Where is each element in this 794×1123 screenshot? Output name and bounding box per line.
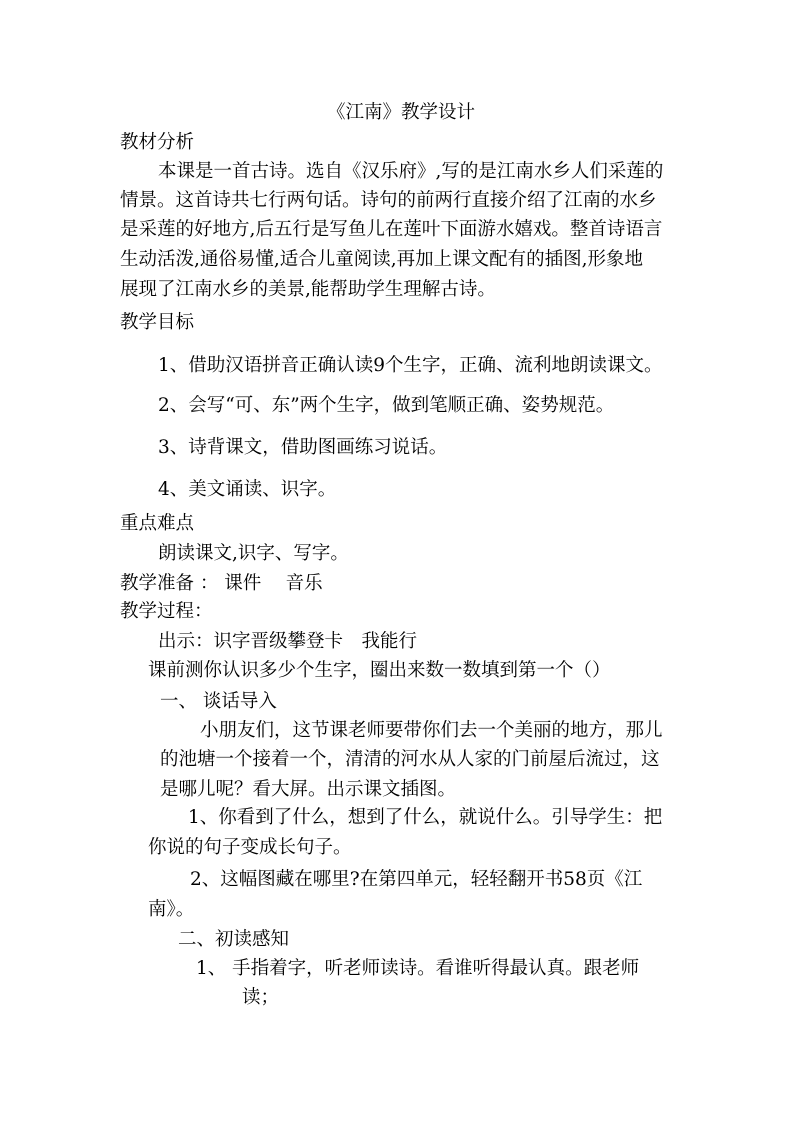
process-pretest-line: 课前测你认识多少个生字，圈出来数一数填到第一个（）: [148, 660, 611, 681]
paragraph-line: 小朋友们，这节课老师要带你们去一个美丽的地方，那儿: [200, 720, 663, 741]
paragraph-line: 是采莲的好地方,后五行是写鱼儿在莲叶下面游水嬉戏。整首诗语言: [120, 219, 663, 240]
section-heading-analysis: 教材分析: [120, 132, 195, 153]
paragraph-line: 的池塘一个接着一个，清清的河水从人家的门前屋后流过，这: [160, 749, 660, 770]
preparation-line: 教学准备 ： 课件 音乐: [120, 573, 323, 594]
paragraph-line: 你说的句子变成长句子。: [148, 837, 352, 858]
paragraph-line: 读；: [242, 987, 280, 1008]
goal-item: 1、借助汉语拼音正确认读9个生字，正确、流利地朗读课文。: [158, 355, 663, 376]
goal-item: 3、诗背课文，借助图画练习说话。: [158, 437, 448, 458]
paragraph-line: 情景。这首诗共七行两句话。诗句的前两行直接介绍了江南的水乡: [120, 190, 657, 211]
paragraph-line: 生动活泼,通俗易懂,适合儿童阅读,再加上课文配有的插图,形象地: [120, 249, 644, 270]
paragraph-line: 2、这幅图藏在哪里?在第四单元，轻轻翻开书58页《江: [190, 869, 643, 890]
paragraph-line: 1、 手指着字，听老师读诗。看谁听得最认真。跟老师: [196, 958, 640, 979]
section-heading-goals: 教学目标: [120, 312, 195, 333]
paragraph-line: 1、你看到了什么，想到了什么，就说什么。引导学生：把: [188, 807, 663, 828]
paragraph-line: 本课是一首古诗。选自《汉乐府》,写的是江南水乡人们采莲的: [158, 161, 664, 182]
paragraph-line: 是哪儿呢？看大屏。出示课文插图。: [160, 779, 457, 800]
section-heading-key-points: 重点难点: [120, 513, 195, 534]
paragraph-line: 展现了江南水乡的美景,能帮助学生理解古诗。: [120, 279, 496, 300]
key-points-text: 朗读课文,识字、写字。: [158, 543, 349, 564]
step-heading-2: 二、初读感知: [178, 929, 290, 950]
section-heading-process: 教学过程：: [120, 601, 213, 622]
document-title: 《江南》教学设计: [326, 102, 475, 123]
step-heading-1: 一、 谈话导入: [160, 691, 277, 712]
paragraph-line: 南》。: [148, 899, 195, 920]
process-show-line: 出示：识字晋级攀登卡 我能行: [158, 631, 418, 652]
goal-item: 4、美文诵读、识字。: [158, 479, 337, 500]
goal-item: 2、会写“可、东”两个生字，做到笔顺正确、姿势规范。: [158, 395, 615, 416]
